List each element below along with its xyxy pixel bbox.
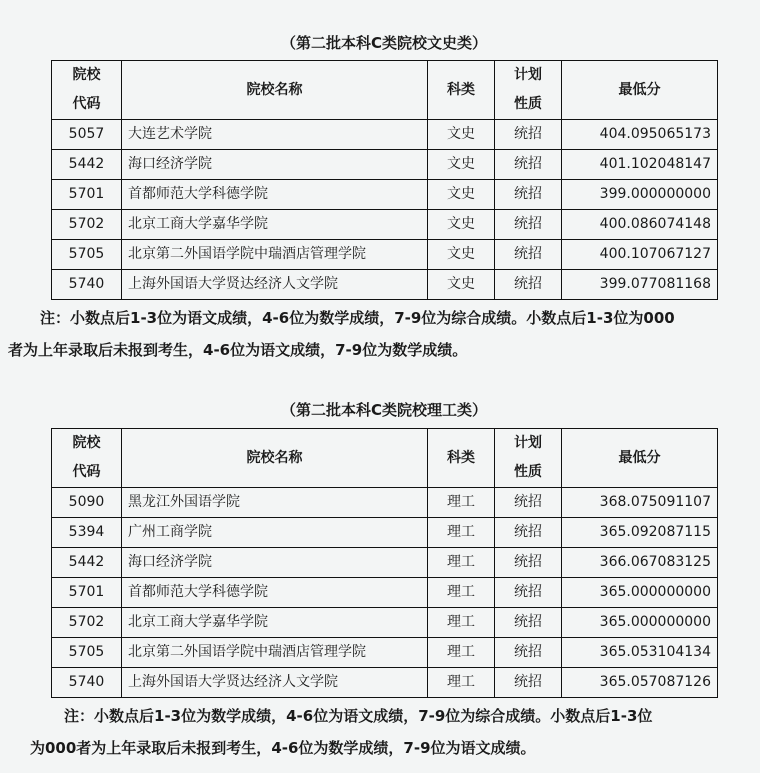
subject: 文史: [428, 120, 495, 150]
plan-type: 统招: [495, 180, 562, 210]
plan-type: 统招: [495, 150, 562, 180]
score-table-science: [51, 428, 718, 698]
table-row: [52, 548, 718, 578]
school-name: 北京第二外国语学院中瑞酒店管理学院: [122, 240, 428, 270]
plan-type: 统招: [495, 578, 562, 608]
school-name: 北京工商大学嘉华学院: [122, 210, 428, 240]
school-code: 5740: [52, 668, 122, 698]
subject: 理工: [428, 638, 495, 668]
min-score: 365.057087126: [562, 668, 718, 698]
school-code: 5442: [52, 150, 122, 180]
min-score: 365.053104134: [562, 638, 718, 668]
header-subject: 科类: [428, 61, 495, 120]
note-liberal-arts: [8, 302, 758, 366]
school-code: 5705: [52, 240, 122, 270]
note-line-1: 注：小数点后1-3位为语文成绩，4-6位为数学成绩，7-9位为综合成绩。小数点后1-3位为000: [40, 309, 675, 327]
school-name: 广州工商学院: [122, 518, 428, 548]
min-score: 366.067083125: [562, 548, 718, 578]
school-name: 黑龙江外国语学院: [122, 488, 428, 518]
min-score: 399.077081168: [562, 270, 718, 300]
min-score: 365.092087115: [562, 518, 718, 548]
header-subject: 科类: [428, 429, 495, 488]
score-table-liberal-arts: [51, 60, 718, 300]
note-line-2: 为000者为上年录取后未报到考生，4-6位为数学成绩，7-9位为语文成绩。: [30, 739, 536, 757]
table-header-row: [52, 429, 718, 488]
subject: 文史: [428, 270, 495, 300]
subject: 文史: [428, 240, 495, 270]
subject: 理工: [428, 488, 495, 518]
school-code: 5442: [52, 548, 122, 578]
plan-type: 统招: [495, 488, 562, 518]
subject: 理工: [428, 578, 495, 608]
plan-type: 统招: [495, 240, 562, 270]
min-score: 368.075091107: [562, 488, 718, 518]
table-header-row: [52, 61, 718, 120]
plan-type: 统招: [495, 608, 562, 638]
header-school-code: 院校 代码: [52, 61, 122, 120]
school-code: 5702: [52, 210, 122, 240]
school-name: 上海外国语大学贤达经济人文学院: [122, 270, 428, 300]
min-score: 400.086074148: [562, 210, 718, 240]
table-row: [52, 180, 718, 210]
school-name: 大连艺术学院: [122, 120, 428, 150]
table-row: [52, 578, 718, 608]
table-row: [52, 270, 718, 300]
note-science: [8, 700, 758, 764]
school-code: 5057: [52, 120, 122, 150]
table-row: [52, 210, 718, 240]
plan-type: 统招: [495, 518, 562, 548]
table-row: [52, 638, 718, 668]
header-min-score: 最低分: [562, 429, 718, 488]
min-score: 399.000000000: [562, 180, 718, 210]
school-code: 5701: [52, 578, 122, 608]
header-school-code: 院校 代码: [52, 429, 122, 488]
school-name: 海口经济学院: [122, 150, 428, 180]
header-plan-type: 计划 性质: [495, 61, 562, 120]
table-row: [52, 488, 718, 518]
table-row: [52, 120, 718, 150]
min-score: 365.000000000: [562, 608, 718, 638]
table-row: [52, 518, 718, 548]
header-plan-type: 计划 性质: [495, 429, 562, 488]
plan-type: 统招: [495, 638, 562, 668]
school-name: 海口经济学院: [122, 548, 428, 578]
school-name: 北京工商大学嘉华学院: [122, 608, 428, 638]
plan-type: 统招: [495, 548, 562, 578]
subject: 文史: [428, 150, 495, 180]
table-row: [52, 668, 718, 698]
subject: 文史: [428, 210, 495, 240]
school-name: 上海外国语大学贤达经济人文学院: [122, 668, 428, 698]
plan-type: 统招: [495, 120, 562, 150]
school-code: 5702: [52, 608, 122, 638]
table-row: [52, 608, 718, 638]
school-code: 5090: [52, 488, 122, 518]
note-line-2: 者为上年录取后未报到考生，4-6位为语文成绩，7-9位为数学成绩。: [8, 341, 468, 359]
min-score: 401.102048147: [562, 150, 718, 180]
plan-type: 统招: [495, 668, 562, 698]
subject: 理工: [428, 668, 495, 698]
table-row: [52, 240, 718, 270]
subject: 理工: [428, 518, 495, 548]
min-score: 404.095065173: [562, 120, 718, 150]
plan-type: 统招: [495, 210, 562, 240]
subject: 理工: [428, 608, 495, 638]
section-caption-liberal-arts: （第二批本科C类院校文史类）: [280, 34, 487, 52]
school-code: 5394: [52, 518, 122, 548]
table-row: [52, 150, 718, 180]
header-school-name: 院校名称: [122, 429, 428, 488]
school-name: 北京第二外国语学院中瑞酒店管理学院: [122, 638, 428, 668]
school-name: 首都师范大学科德学院: [122, 180, 428, 210]
header-min-score: 最低分: [562, 61, 718, 120]
subject: 文史: [428, 180, 495, 210]
school-code: 5705: [52, 638, 122, 668]
school-name: 首都师范大学科德学院: [122, 578, 428, 608]
plan-type: 统招: [495, 270, 562, 300]
min-score: 400.107067127: [562, 240, 718, 270]
header-school-name: 院校名称: [122, 61, 428, 120]
min-score: 365.000000000: [562, 578, 718, 608]
subject: 理工: [428, 548, 495, 578]
section-caption-science: （第二批本科C类院校理工类）: [280, 401, 487, 419]
school-code: 5740: [52, 270, 122, 300]
note-line-1: 注：小数点后1-3位为数学成绩，4-6位为语文成绩，7-9位为综合成绩。小数点后1-3位: [64, 707, 653, 725]
school-code: 5701: [52, 180, 122, 210]
